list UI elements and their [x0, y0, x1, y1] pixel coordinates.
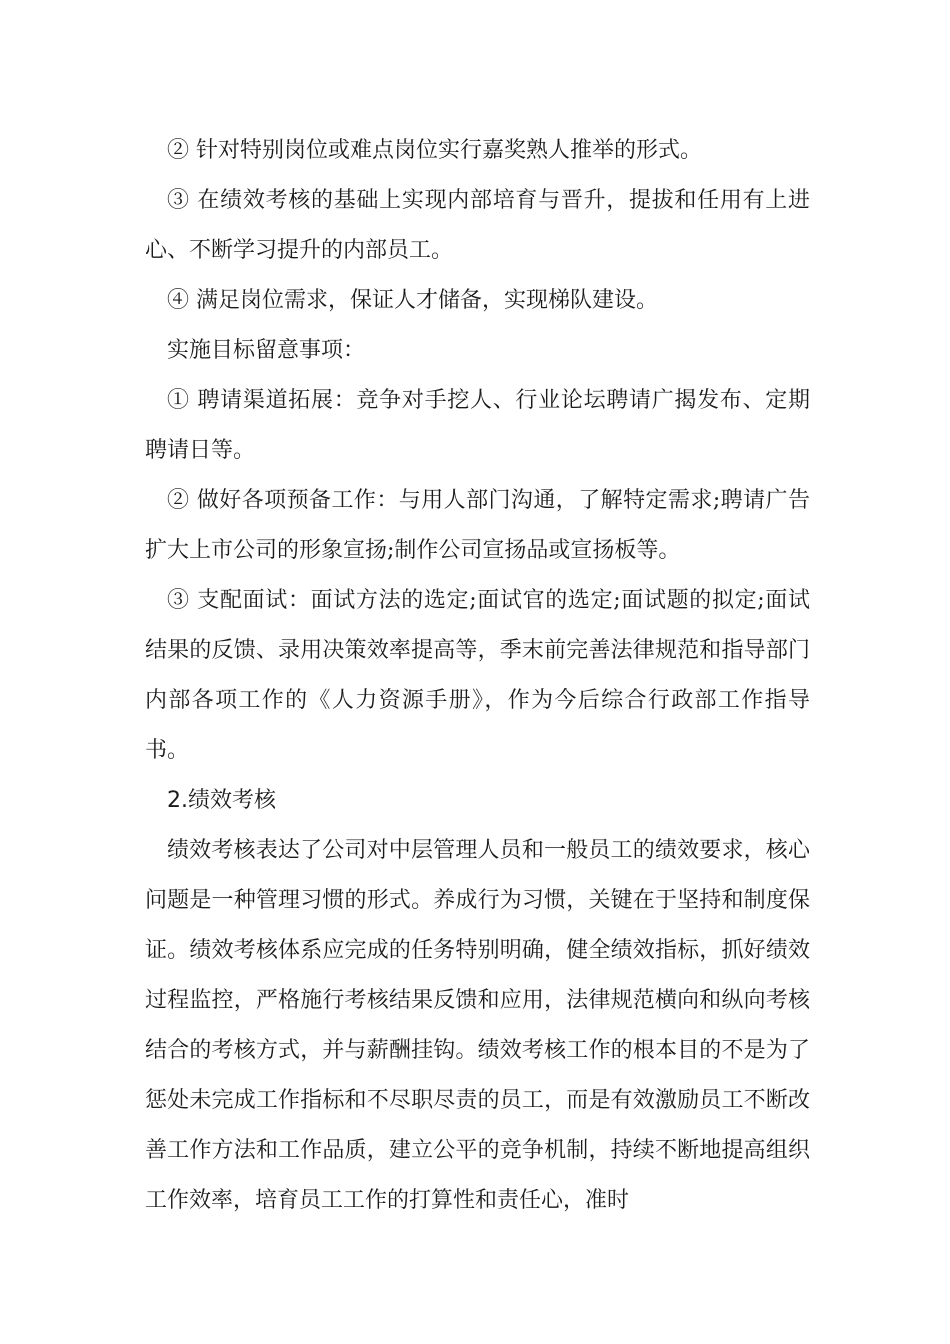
paragraph-item-3: ③ 在绩效考核的基础上实现内部培育与晋升，提拔和任用有上进心、不断学习提升的内部员工。	[145, 188, 810, 263]
paragraph-item-2: ② 针对特别岗位或难点岗位实行嘉奖熟人推举的形式。	[167, 138, 702, 163]
note-item-3: ③ 支配面试：面试方法的选定;面试官的选定;面试题的拟定;面试结果的反馈、录用决策效率提高等，季末前完善法律规范和指导部门内部各项工作的《人力资源手册》，作为今后综合行政部工作指导书。	[145, 588, 810, 763]
note-item-1: ① 聘请渠道拓展：竞争对手挖人、行业论坛聘请广揭发布、定期聘请日等。	[145, 388, 810, 463]
performance-paragraph: 绩效考核表达了公司对中层管理人员和一般员工的绩效要求，核心问题是一种管理习惯的形式。养成行为习惯，关键在于坚持和制度保证。绩效考核体系应完成的任务特别明确，健全绩效指标，抓好绩效过程监控，严格施行考核结果反馈和应用，法律规范横向和纵向考核结合的考核方式，并与薪酬挂钩。绩效考核工作的根本目的不是为了惩处未完成工作指标和不尽职尽责的员工，而是有效激励员工不断改善工作方法和工作品质，建立公平的竞争机制，持续不断地提高组织工作效率，培育员工工作的打算性和责任心，准时	[145, 838, 810, 1213]
note-item-2: ② 做好各项预备工作：与用人部门沟通，了解特定需求;聘请广告扩大上市公司的形象宣扬;制作公司宣扬品或宣扬板等。	[145, 488, 810, 563]
document-body	[145, 126, 810, 1226]
notes-heading: 实施目标留意事项：	[167, 338, 366, 363]
section-heading-performance: 2.绩效考核	[167, 788, 276, 813]
paragraph-item-4: ④ 满足岗位需求，保证人才储备，实现梯队建设。	[167, 288, 658, 313]
